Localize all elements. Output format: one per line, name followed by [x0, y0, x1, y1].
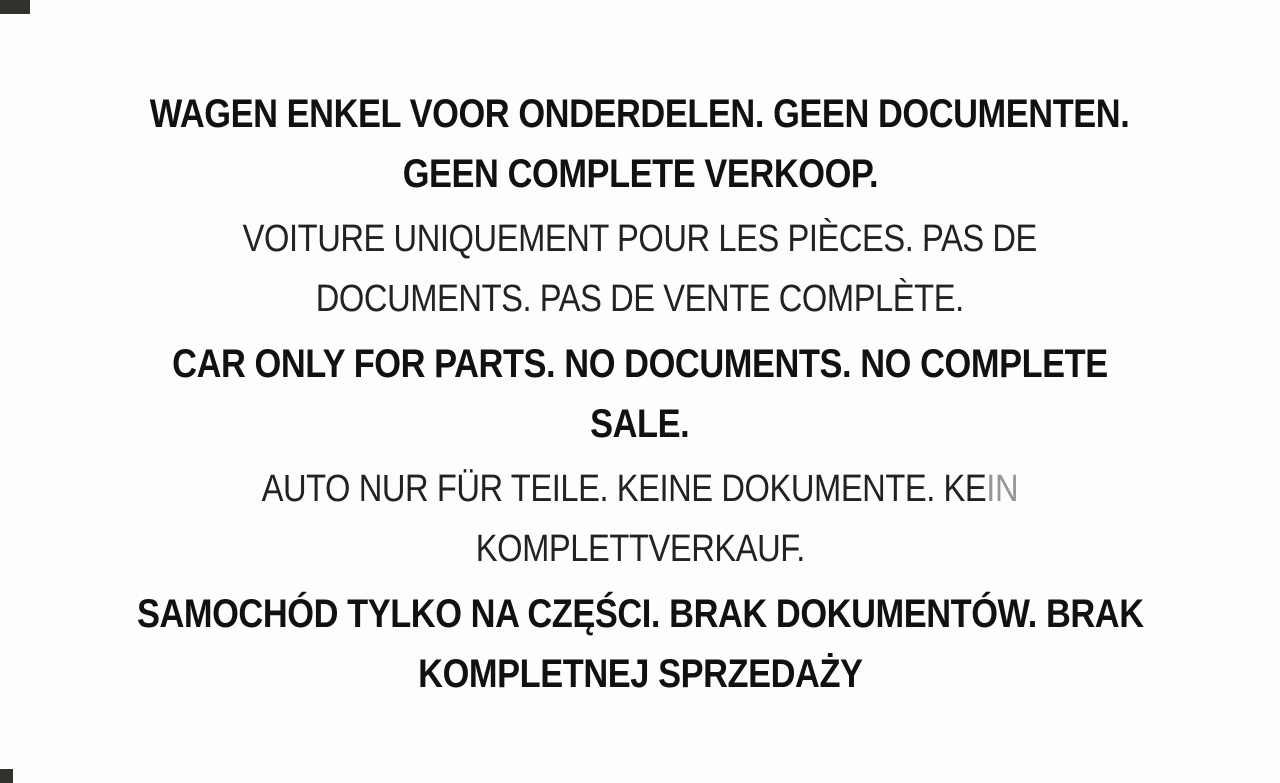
notice-text-german-1-watermark-faded: IN	[986, 468, 1019, 510]
notice-text-german-1-main: AUTO NUR FÜR TEILE. KEINE DOKUMENTE. KE	[261, 468, 987, 510]
notice-line-english-1	[0, 334, 1280, 394]
notice-line-french-2	[0, 269, 1280, 329]
notice-line-polish-2	[0, 644, 1280, 704]
notice-paragraph-polish	[0, 584, 1280, 704]
notice-text-polish-2: KOMPLETNEJ SPRZEDAŻY	[417, 652, 863, 696]
notice-line-dutch-2	[0, 144, 1280, 204]
notice-text-english-1: CAR ONLY FOR PARTS. NO DOCUMENTS. NO COMPLETE	[172, 342, 1108, 386]
notice-line-french-1	[0, 209, 1280, 269]
notice-line-english-2	[0, 394, 1280, 454]
notice-paragraph-french	[0, 209, 1280, 329]
notice-text-french-1: VOITURE UNIQUEMENT POUR LES PIÈCES. PAS DE	[242, 218, 1038, 260]
notice-line-german-2	[0, 519, 1280, 579]
notice-text-dutch-2: GEEN COMPLETE VERKOOP.	[402, 152, 878, 196]
notice-text-german-1	[262, 459, 1019, 519]
scan-artifact-top-left	[0, 0, 30, 14]
notice-text-german-2: KOMPLETTVERKAUF.	[475, 528, 805, 570]
notice-text-french-2: DOCUMENTS. PAS DE VENTE COMPLÈTE.	[316, 278, 964, 320]
notice-line-german-1	[0, 459, 1280, 519]
notice-text-polish-1: SAMOCHÓD TYLKO NA CZĘŚCI. BRAK DOKUMENTÓW. BRAK	[136, 592, 1144, 636]
notice-paragraph-english	[0, 334, 1280, 454]
scan-artifact-bottom-left	[0, 769, 13, 783]
notice-line-dutch-1	[0, 84, 1280, 144]
notice-line-polish-1	[0, 584, 1280, 644]
notice-text-english-2: SALE.	[590, 402, 690, 446]
notice-text-dutch-1: WAGEN ENKEL VOOR ONDERDELEN. GEEN DOCUMENTEN.	[150, 92, 1130, 136]
notice-paragraph-german	[0, 459, 1280, 579]
notice-paragraph-dutch	[0, 84, 1280, 204]
